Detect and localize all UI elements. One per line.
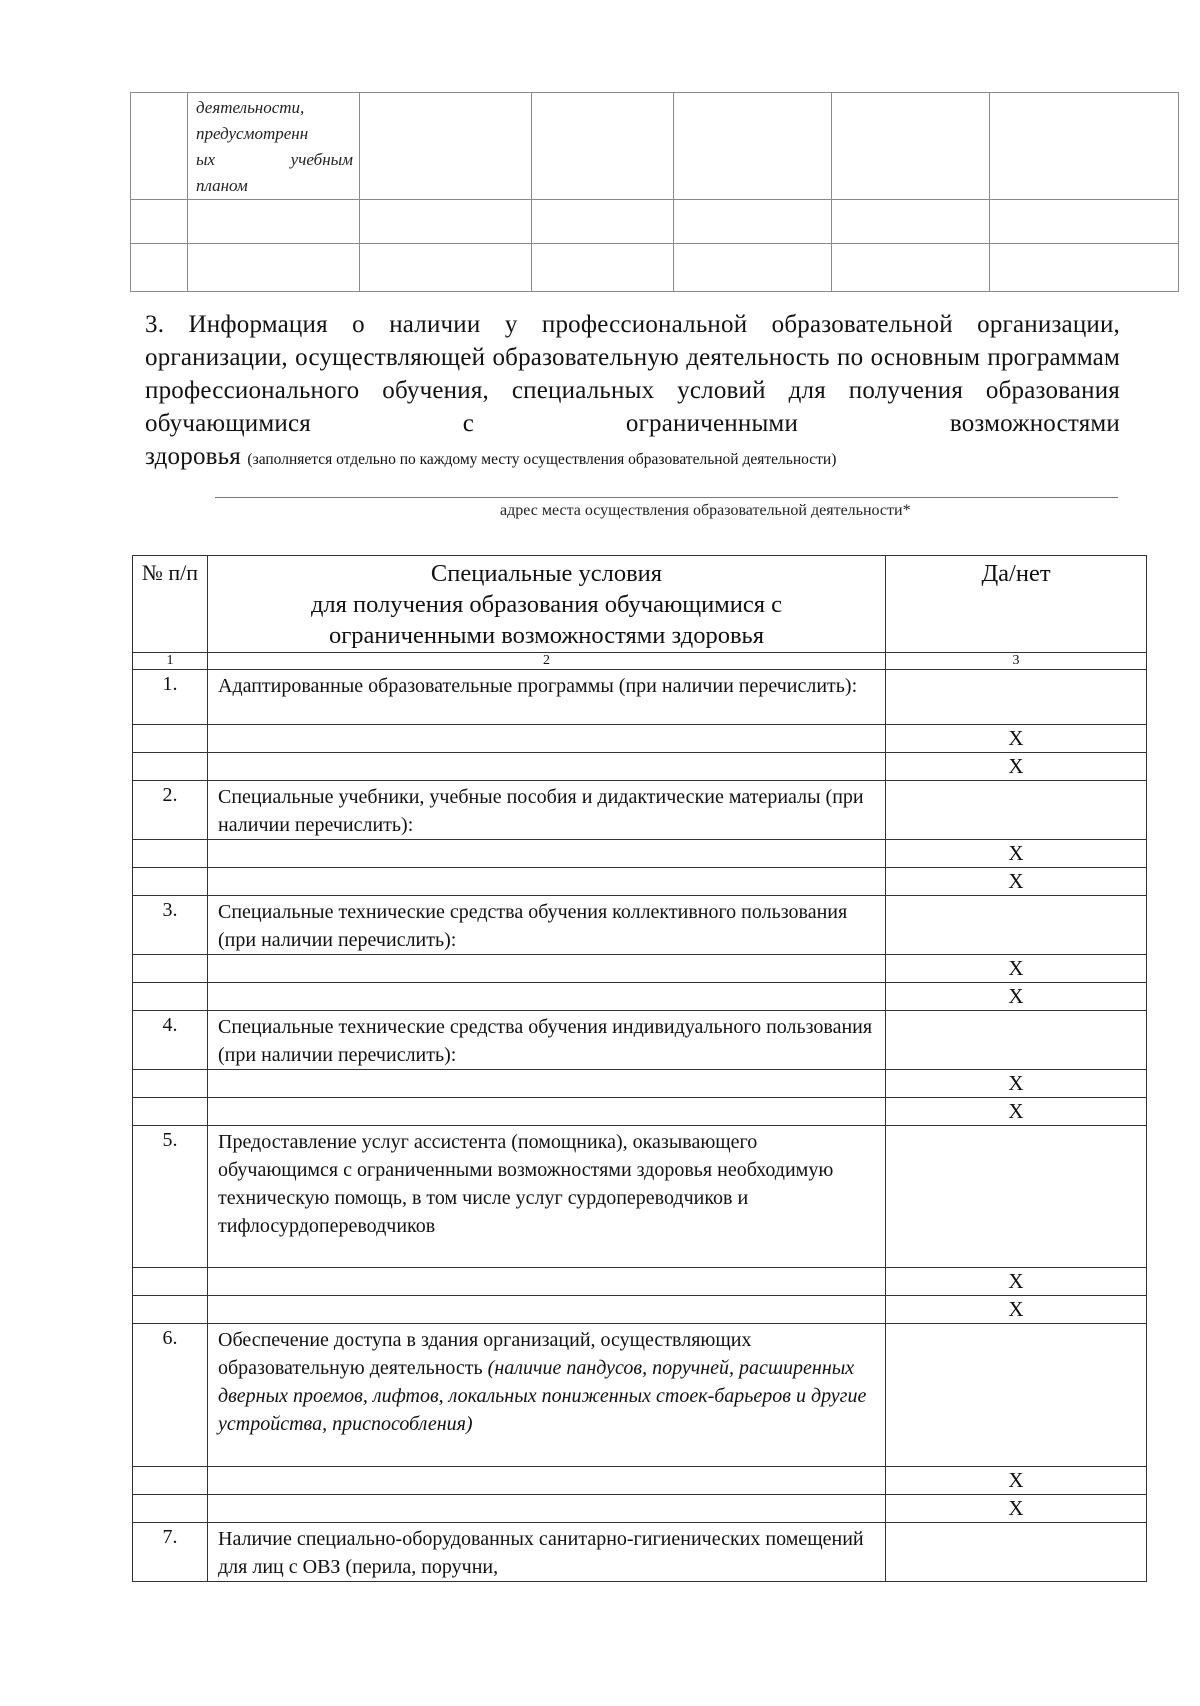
- prev-table-cell: [990, 200, 1179, 244]
- header-conditions-line: для получения образования обучающимися с: [310, 591, 783, 618]
- row-number: 2.: [133, 781, 208, 840]
- table-header-row: [133, 556, 1147, 653]
- prev-table-cell: [131, 93, 188, 200]
- row-answer-cell: [886, 1011, 1147, 1070]
- prev-table-cell: [360, 93, 532, 200]
- row-mark: X: [886, 1467, 1147, 1495]
- column-index: 1: [133, 653, 208, 670]
- sub-row-num: [133, 983, 208, 1011]
- sub-row-num: [133, 1495, 208, 1523]
- sub-row-text: [208, 753, 886, 781]
- prev-table-cell: [832, 244, 990, 292]
- row-mark: X: [886, 1495, 1147, 1523]
- section-heading: [145, 308, 1120, 476]
- row-answer-cell: [886, 670, 1147, 725]
- table-row: [133, 1324, 1147, 1467]
- row-answer-cell: [886, 1126, 1147, 1268]
- table-sub-row: [133, 1268, 1147, 1296]
- row-condition-text: Специальные технические средства обучения коллективного пользования (при наличии перечислить):: [208, 896, 886, 955]
- row-mark: X: [886, 955, 1147, 983]
- prev-table-cell: [532, 200, 674, 244]
- cell-line: деятельности,: [196, 98, 305, 117]
- prev-table-activity-cell: [188, 93, 360, 200]
- table-row: [133, 1523, 1147, 1582]
- row-number: 6.: [133, 1324, 208, 1467]
- sub-row-text: [208, 983, 886, 1011]
- column-index-row: [133, 653, 1147, 670]
- table-sub-row: [133, 983, 1147, 1011]
- row-condition-italic-note: (наличие пандусов, поручней, расширенных дверных проемов, лифтов, локальных пониженных стоек-барьеров и другие устройства, приспособления): [218, 1357, 867, 1435]
- row-condition-text: Предоставление услуг ассистента (помощника), оказывающего обучающимся с ограниченными возможностями здоровья необходимую техническую помощь, в том числе услуг сурдопереводчиков и тифлосурдопереводчиков: [208, 1126, 886, 1268]
- sub-row-num: [133, 1268, 208, 1296]
- prev-table-cell: [188, 200, 360, 244]
- column-index: 3: [886, 653, 1147, 670]
- table-row: [133, 670, 1147, 725]
- table-sub-row: [133, 955, 1147, 983]
- sub-row-text: [208, 1296, 886, 1324]
- prev-table-cell: [990, 93, 1179, 200]
- cell-line: предусмотренн: [196, 124, 309, 143]
- table-row: [133, 1126, 1147, 1268]
- sub-row-num: [133, 1467, 208, 1495]
- prev-table-cell: [532, 93, 674, 200]
- prev-table-cell: [832, 200, 990, 244]
- address-blank-line: [215, 497, 1118, 498]
- row-answer-cell: [886, 896, 1147, 955]
- table-sub-row: [133, 753, 1147, 781]
- table-sub-row: [133, 840, 1147, 868]
- row-condition-text: Специальные технические средства обучения индивидуального пользования (при наличии перечислить):: [208, 1011, 886, 1070]
- prev-table-cell: [131, 200, 188, 244]
- table-row: [133, 781, 1147, 840]
- row-condition-text: Адаптированные образовательные программы (при наличии перечислить):: [208, 670, 886, 725]
- row-mark: X: [886, 840, 1147, 868]
- row-mark: X: [886, 868, 1147, 896]
- table-row: [133, 1011, 1147, 1070]
- sub-row-text: [208, 1268, 886, 1296]
- row-number: 7.: [133, 1523, 208, 1582]
- section-heading-last-line: [145, 440, 1120, 476]
- address-caption: адрес места осуществления образовательной деятельности*: [500, 502, 911, 519]
- prev-table-cell: [360, 200, 532, 244]
- sub-row-text: [208, 1070, 886, 1098]
- sub-row-text: [208, 840, 886, 868]
- cell-line: планом: [196, 176, 248, 195]
- sub-row-num: [133, 868, 208, 896]
- prev-table-cell: [131, 244, 188, 292]
- header-conditions-line: Специальные условия: [430, 560, 663, 587]
- sub-row-text: [208, 868, 886, 896]
- row-mark: X: [886, 753, 1147, 781]
- row-condition-text: [208, 1324, 886, 1467]
- table-sub-row: [133, 1495, 1147, 1523]
- row-mark: X: [886, 1268, 1147, 1296]
- prev-table-cell: [360, 244, 532, 292]
- section-heading-text: 3. Информация о наличии у профессиональной образовательной организации, организации, осуществляющей образовательную деятельность по основным программам профессионального обучения, специальных условий для получения образования обучающимися с ограниченными возможностями: [145, 311, 1120, 437]
- sub-row-num: [133, 1098, 208, 1126]
- sub-row-num: [133, 1296, 208, 1324]
- row-answer-cell: [886, 781, 1147, 840]
- previous-table: [130, 92, 1179, 292]
- row-number: 1.: [133, 670, 208, 725]
- table-sub-row: [133, 1467, 1147, 1495]
- table-sub-row: [133, 1070, 1147, 1098]
- sub-row-text: [208, 725, 886, 753]
- fill-instruction-note: (заполняется отдельно по каждому месту осуществления образовательной деятельности): [247, 451, 837, 468]
- sub-row-num: [133, 725, 208, 753]
- row-mark: X: [886, 1296, 1147, 1324]
- row-number: 4.: [133, 1011, 208, 1070]
- header-num-text: № п/п: [141, 560, 199, 585]
- prev-table-cell: [674, 200, 832, 244]
- prev-table-cell: [832, 93, 990, 200]
- sub-row-num: [133, 840, 208, 868]
- table-sub-row: [133, 1098, 1147, 1126]
- header-yes-no: [886, 556, 1147, 653]
- row-mark: X: [886, 983, 1147, 1011]
- column-index: 2: [208, 653, 886, 670]
- row-number: 5.: [133, 1126, 208, 1268]
- header-conditions-line: ограниченными возможностями здоровья: [328, 622, 765, 649]
- row-mark: X: [886, 1098, 1147, 1126]
- sub-row-text: [208, 1495, 886, 1523]
- section-heading-last-word: здоровья: [145, 443, 241, 470]
- sub-row-num: [133, 955, 208, 983]
- sub-row-text: [208, 1098, 886, 1126]
- row-number: 3.: [133, 896, 208, 955]
- table-sub-row: [133, 725, 1147, 753]
- sub-row-num: [133, 753, 208, 781]
- row-condition-text: Специальные учебники, учебные пособия и дидактические материалы (при наличии перечислить):: [208, 781, 886, 840]
- row-mark: X: [886, 725, 1147, 753]
- sub-row-num: [133, 1070, 208, 1098]
- prev-table-cell: [674, 244, 832, 292]
- special-conditions-table: [132, 555, 1147, 1582]
- table-row: [133, 896, 1147, 955]
- row-condition-text: Наличие специально-оборудованных санитарно-гигиенических помещений для лиц с ОВЗ (перила, поручни,: [208, 1523, 886, 1582]
- table-sub-row: [133, 868, 1147, 896]
- header-yes-no-text: Да/нет: [981, 560, 1051, 587]
- header-conditions: [208, 556, 886, 653]
- cell-line: ых учебным: [196, 150, 353, 169]
- sub-row-text: [208, 955, 886, 983]
- prev-table-cell: [674, 93, 832, 200]
- row-condition-main: Обеспечение доступа в здания организаций, осуществляющих образовательную деятельность: [218, 1329, 752, 1379]
- row-mark: X: [886, 1070, 1147, 1098]
- prev-table-cell: [532, 244, 674, 292]
- header-num: [133, 556, 208, 653]
- row-answer-cell: [886, 1324, 1147, 1467]
- table-sub-row: [133, 1296, 1147, 1324]
- prev-table-cell: [188, 244, 360, 292]
- sub-row-text: [208, 1467, 886, 1495]
- row-answer-cell: [886, 1523, 1147, 1582]
- prev-table-cell: [990, 244, 1179, 292]
